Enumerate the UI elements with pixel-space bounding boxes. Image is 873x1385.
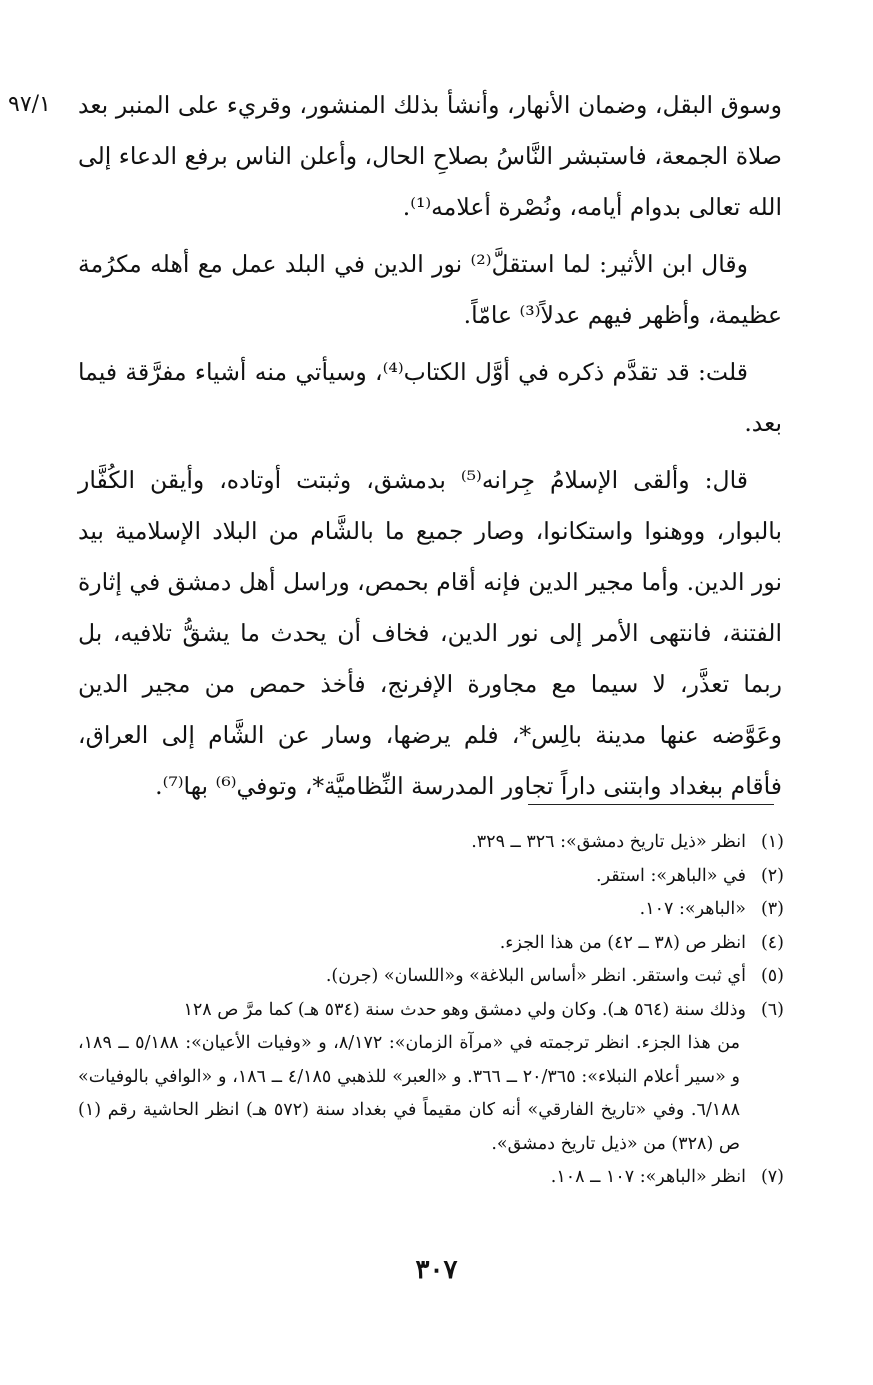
- footnote-number: (١): [760, 832, 784, 852]
- footnotes: [78, 826, 784, 1195]
- footnote-text: وذلك سنة (٥٦٤ هـ). وكان ولي دمشق وهو حدث سنة (٥٣٤ هـ) كما مرَّ ص ١٢٨: [183, 999, 746, 1020]
- main-text: [78, 80, 782, 818]
- paragraph: وقال ابن الأثير: لما استقلَّ⁽²⁾ نور الدين في البلد عمل مع أهله مكرُمة عظيمة، وأظهر فيهم عدلاً⁽³⁾ عامّاً.: [78, 250, 782, 329]
- paragraph: قال: وألقى الإسلامُ جِرانه⁽⁵⁾ بدمشق، وثبتت أوتاده، وأيقن الكُفَّار بالبوار، ووهنوا واستكانوا، وصار جميع ما بالشَّام من البلاد الإسلامية بيد نور الدين. وأما مجير الدين فإنه أقام بحمص، وراسل أهل دمشق في إثارة الفتنة، فانتهى الأمر إلى نور الدين، فخاف أن يحدث ما يشقُّ تلافيه، بل ربما تعذَّر، لا سيما مع مجاورة الإفرنج، فأخذ حمص من مجير الدين وعَوَّضه عنها مدينة بالِس*، فلم يرضها، وسار عن الشَّام إلى العراق، فأقام ببغداد وابتنى داراً تجاور المدرسة النِّظاميَّة*، وتوفي⁽⁶⁾ بها⁽⁷⁾.: [78, 466, 782, 800]
- paragraph: قلت: قد تقدَّم ذكره في أوَّل الكتاب⁽⁴⁾، وسيأتي منه أشياء مفرَّقة فيما بعد.: [78, 358, 782, 437]
- footnote-number: (٣): [760, 899, 784, 919]
- footnote-text: «الباهر»: ١٠٧.: [639, 899, 746, 919]
- footnote-number: (٤): [760, 932, 784, 953]
- footnote: [78, 860, 784, 894]
- footnote-text: انظر «الباهر»: ١٠٧ ــ ١٠٨.: [550, 1167, 746, 1187]
- footnote: [78, 927, 784, 961]
- footnote: [78, 1161, 784, 1195]
- footnote: [78, 893, 784, 927]
- footnote-number: (٢): [760, 865, 784, 886]
- footnote-divider: [528, 804, 774, 805]
- footnote-number: (٥): [760, 966, 784, 986]
- footnote-text: أي ثبت واستقر. انظر «أساس البلاغة» و«اللسان» (جرن).: [325, 966, 746, 986]
- footnote-number: (٦): [760, 999, 784, 1020]
- page-number: ٣٠٧: [415, 1255, 458, 1285]
- paragraph: وسوق البقل، وضمان الأنهار، وأنشأ بذلك المنشور، وقريء على المنبر بعد صلاة الجمعة، فاستبشر النَّاسُ بصلاحِ الحال، وأعلن الناس برفع الدعاء إلى الله تعالى بدوام أيامه، ونُصْرة أعلامه⁽¹⁾.: [78, 91, 782, 221]
- footnote-text: انظر ص (٣٨ ــ ٤٢) من هذا الجزء.: [499, 932, 746, 953]
- footnote: [78, 826, 784, 860]
- footnote-continuation: من هذا الجزء. انظر ترجمته في «مرآة الزمان»: ٨/١٧٢، و «وفيات الأعيان»: ٥/١٨٨ ــ ١٨٩، و «سير أعلام النبلاء»: ٢٠/٣٦٥ ــ ٣٦٦. و «العبر» للذهبي ٤/١٨٥ ــ ١٨٦، و «الوافي بالوفيات» ٦/١٨٨. وفي «تاريخ الفارقي» أنه كان مقيماً في بغداد سنة (٥٧٢ هـ) انظر الحاشية رقم (١) ص (٣٢٨) من «ذيل تاريخ دمشق».: [78, 1033, 741, 1154]
- margin-reference: ٩٧/١: [8, 92, 51, 117]
- footnote: [78, 994, 784, 1162]
- footnote-text: انظر «ذيل تاريخ دمشق»: ٣٢٦ ــ ٣٢٩.: [471, 832, 746, 852]
- footnote-text: في «الباهر»: استقر.: [596, 865, 746, 886]
- footnote-number: (٧): [760, 1167, 784, 1187]
- footnote: [78, 960, 784, 994]
